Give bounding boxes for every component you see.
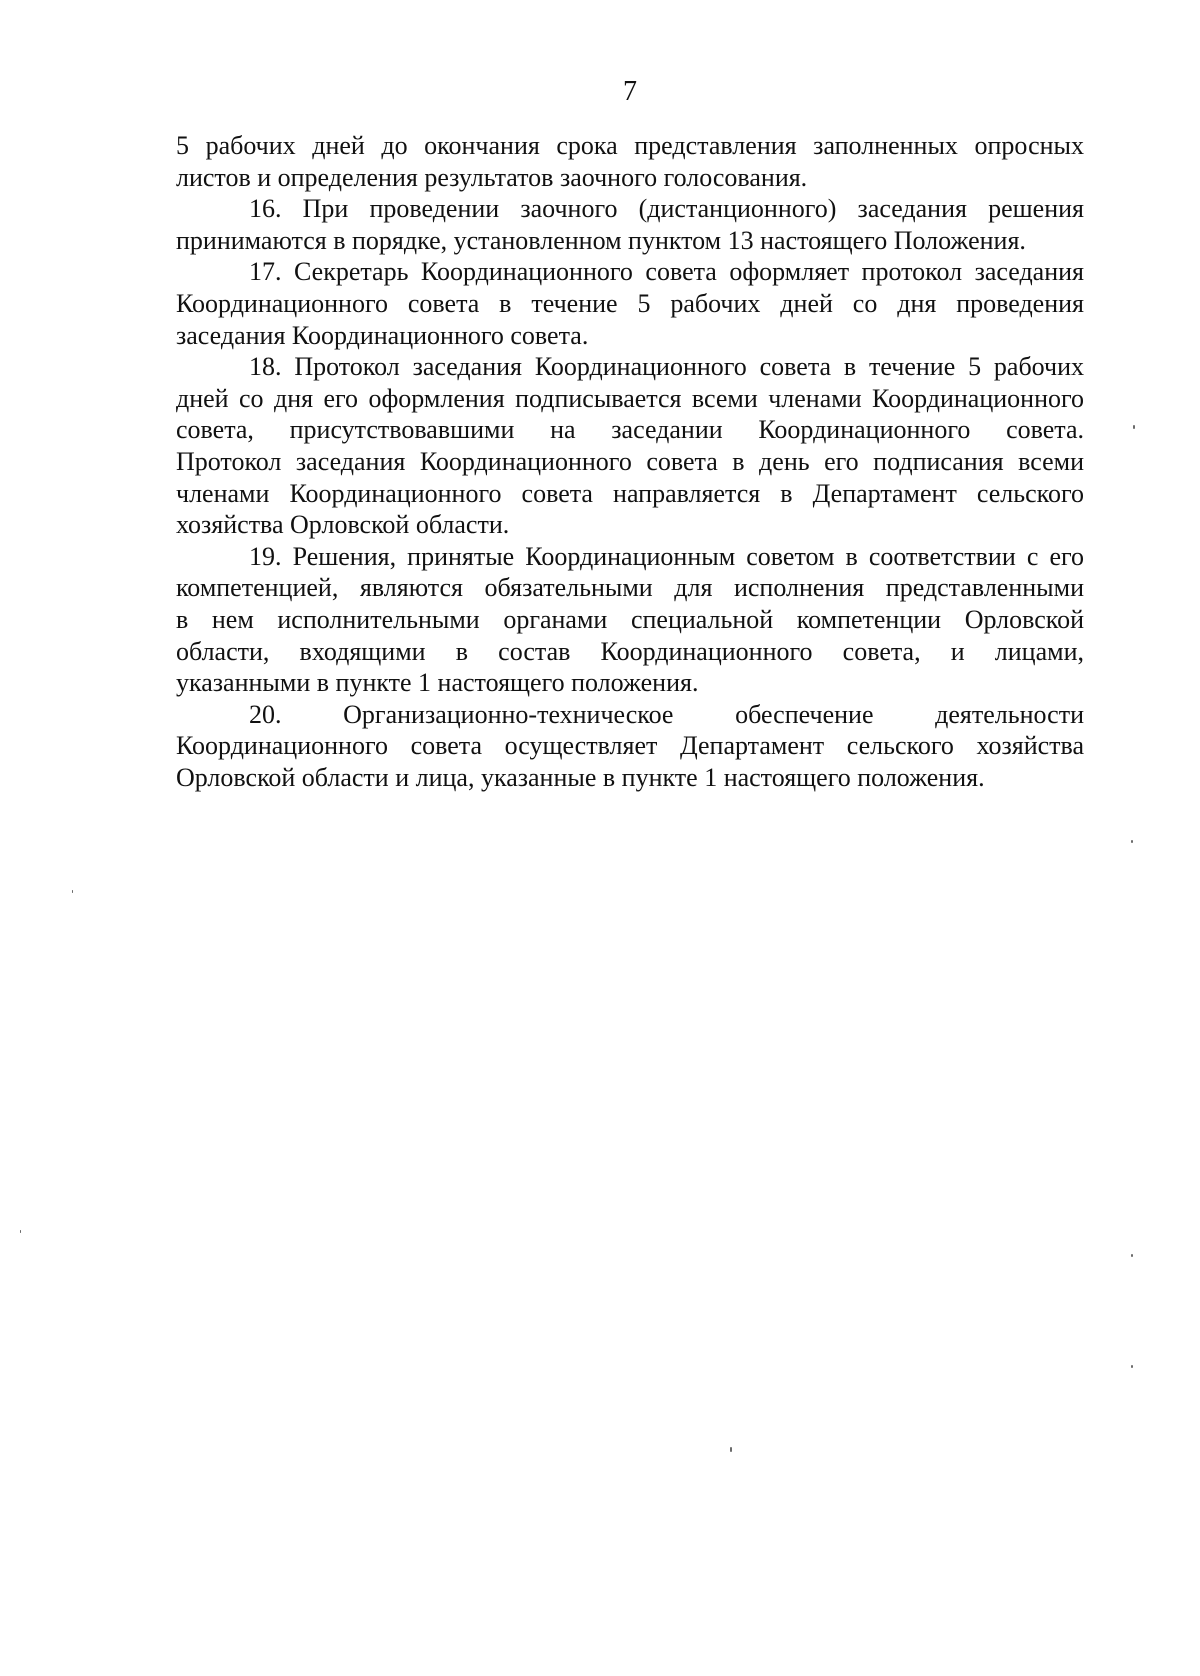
scan-speck (20, 1230, 21, 1233)
scan-speck (1131, 1254, 1133, 1257)
paragraph-item-16 (176, 193, 1084, 256)
page-number: 7 (623, 76, 637, 107)
paragraph-item-17 (176, 256, 1084, 351)
text-line: 20. Организационно-техническое обеспечение деятельности (249, 699, 1084, 729)
text-line: заседания Координационного совета. (176, 320, 589, 350)
text-line: указанными в пункте 1 настоящего положения. (176, 668, 699, 698)
scan-speck (72, 890, 73, 893)
scan-speck (730, 1447, 732, 1452)
document-body (176, 130, 1084, 793)
scan-speck (1131, 840, 1133, 843)
paragraph-item-19 (176, 541, 1084, 699)
text-line: Протокол заседания Координационного совета в день его подписания всеми (176, 446, 1084, 476)
paragraph-continuation (176, 130, 1084, 193)
text-line: 5 рабочих дней до окончания срока представления заполненных опросных (176, 131, 1084, 160)
text-line: в нем исполнительными органами специальной компетенции Орловской (176, 604, 1084, 634)
text-line: 19. Решения, принятые Координационным советом в соответствии с его (249, 541, 1084, 571)
text-line: 18. Протокол заседания Координационного совета в течение 5 рабочих (249, 352, 1084, 382)
text-line: области, входящими в состав Координационного совета, и лицами, (176, 636, 1084, 666)
text-line: Орловской области и лица, указанные в пункте 1 настоящего положения. (176, 762, 985, 792)
scan-speck (1133, 425, 1135, 429)
text-line: листов и определения результатов заочного голосования. (176, 162, 808, 192)
text-line: 17. Секретарь Координационного совета оформляет протокол заседания (249, 257, 1084, 287)
text-line: членами Координационного совета направляется в Департамент сельского (176, 478, 1084, 508)
text-line: хозяйства Орловской области. (176, 510, 510, 540)
scan-speck (1131, 1365, 1133, 1368)
text-line: 16. При проведении заочного (дистанционного) заседания решения (249, 194, 1084, 224)
paragraph-item-18 (176, 351, 1084, 541)
text-line: Координационного совета в течение 5 рабочих дней со дня проведения (176, 288, 1084, 318)
text-line: дней со дня его оформления подписывается всеми членами Координационного (176, 383, 1084, 413)
text-line: компетенцией, являются обязательными для исполнения представленными (176, 573, 1084, 603)
text-line: принимаются в порядке, установленном пунктом 13 настоящего Положения. (176, 225, 1026, 255)
text-line: совета, присутствовавшими на заседании Координационного совета. (176, 415, 1084, 445)
paragraph-item-20 (176, 699, 1084, 794)
text-line: Координационного совета осуществляет Департамент сельского хозяйства (176, 731, 1084, 761)
